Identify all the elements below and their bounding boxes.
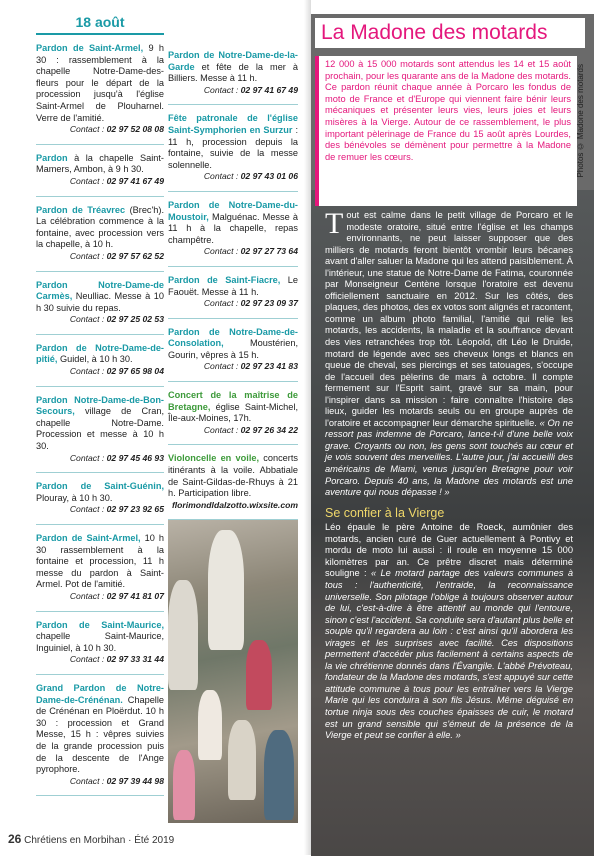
event-text: chapelle Saint-Maurice, Inguiniel, à 10 h 30. bbox=[36, 631, 164, 653]
event-contact bbox=[36, 591, 164, 603]
divider bbox=[36, 144, 164, 145]
event-title: Concert de la maîtrise de Bretagne, bbox=[168, 390, 298, 412]
section-subheading: Se confier à la Vierge bbox=[325, 505, 445, 520]
event-entry bbox=[36, 533, 164, 603]
event-title: Fête patronale de l'église Saint-Symphorien en Surzur bbox=[168, 113, 298, 135]
event-title: Pardon de Saint-Guénin, bbox=[36, 481, 164, 492]
contact-label: Contact : bbox=[203, 171, 239, 182]
contact-phone: 02 97 23 92 65 bbox=[106, 504, 164, 515]
contact-phone: 02 97 52 08 08 bbox=[106, 124, 164, 135]
divider bbox=[36, 271, 164, 272]
divider bbox=[36, 386, 164, 387]
publication-name: Chrétiens en Morbihan · Été 2019 bbox=[24, 835, 175, 846]
event-entry bbox=[36, 205, 164, 263]
page-number: 26 bbox=[8, 832, 22, 846]
event-title: Pardon Notre-Dame-de-Bon-Secours, bbox=[36, 394, 164, 417]
event-text: Plouray, à 10 h 30. bbox=[36, 492, 113, 503]
contact-phone: 02 97 41 67 49 bbox=[106, 175, 164, 186]
divider bbox=[36, 472, 164, 473]
event-text: concerts itinérants à la voile. Abbatiale de Saint-Gildas-de-Rhuys à 21 h. Participation libre. bbox=[168, 453, 298, 499]
event-contact bbox=[36, 504, 164, 516]
event-list bbox=[168, 50, 298, 520]
contact-label: Contact : bbox=[69, 314, 105, 325]
page-fold-shadow bbox=[304, 0, 311, 855]
event-text: à la chapelle Saint-Mamers, Ambon, à 9 h 30. bbox=[36, 152, 164, 175]
event-entry bbox=[168, 453, 298, 511]
contact-label: Contact : bbox=[69, 775, 105, 786]
event-title: Pardon de Notre-Dame-de-Consolation, bbox=[168, 326, 298, 349]
contact-label: Contact : bbox=[69, 124, 105, 135]
event-text: 10 h 30 rassemblement à la fontaine et procession, 11 h messe du pardon à Saint-Armel. Pot de l'amitié. bbox=[36, 533, 164, 590]
event-title: Pardon de Notre-Dame-de-pitié, bbox=[36, 342, 164, 365]
contact-label: Contact : bbox=[69, 175, 105, 186]
event-contact bbox=[36, 176, 164, 188]
event-entry bbox=[36, 43, 164, 136]
divider bbox=[36, 524, 164, 525]
divider bbox=[36, 334, 164, 335]
event-text: village de Cran, chapelle Notre-Dame. Procession et messe à 10 h 30. bbox=[36, 406, 164, 452]
contact-phone: 02 97 23 09 37 bbox=[240, 298, 298, 309]
divider bbox=[36, 611, 164, 612]
event-title: Violoncelle en voile, bbox=[168, 453, 260, 464]
contact-phone: 02 97 27 73 64 bbox=[240, 246, 298, 257]
contact-phone: 02 97 39 44 98 bbox=[106, 775, 164, 786]
event-entry bbox=[168, 327, 298, 373]
contact-phone: 02 97 43 01 06 bbox=[240, 171, 298, 182]
contact-label: Contact : bbox=[203, 361, 239, 372]
contact-label: Contact : bbox=[69, 250, 105, 261]
article-body bbox=[325, 207, 574, 742]
divider bbox=[36, 196, 164, 197]
event-entry bbox=[36, 481, 164, 516]
event-contact bbox=[168, 246, 298, 258]
article-panel bbox=[311, 14, 594, 855]
event-text: Chapelle de Crénénan en Ploërdut. 10 h 30 : procession et Grand Messe, 15 h : vêpres suivies de la grande procession puis de la descente de l'Ange pyrophore. bbox=[36, 694, 164, 775]
event-title: Pardon de Saint-Fiacre, bbox=[168, 274, 281, 285]
event-contact bbox=[36, 251, 164, 263]
event-entry bbox=[168, 200, 298, 258]
event-text: Guidel, à 10 h 30. bbox=[57, 354, 133, 365]
event-contact bbox=[36, 776, 164, 788]
contact-phone: 02 97 41 81 07 bbox=[106, 590, 164, 601]
drop-cap: T bbox=[325, 207, 344, 240]
divider bbox=[168, 381, 298, 382]
event-contact bbox=[168, 298, 298, 310]
event-entry bbox=[36, 395, 164, 465]
contact-label: Contact : bbox=[203, 298, 239, 309]
event-contact bbox=[36, 453, 164, 465]
contact-phone: 02 97 57 62 52 bbox=[106, 250, 164, 261]
event-list bbox=[36, 43, 164, 796]
event-entry bbox=[36, 280, 164, 326]
photo-credit: Photos © Madone des motards bbox=[576, 64, 585, 178]
event-text: Le Faouët. Messe à 11 h. bbox=[168, 274, 298, 297]
event-title: Pardon de Tréavrec bbox=[36, 204, 126, 215]
events-column-2 bbox=[168, 50, 298, 528]
paragraph-1-text: out est calme dans le petit village de Porcaro et le modeste oratoire, situé entre l'église et les champs environnants, ne peut laisser supposer que des milliers de motards feront bientôt vrombir leurs bécanes avant d'aller saluer la Madone qui les attend paisiblement. À l'intérieur, une statue de Notre-Dame de Fatima, couronnée par Monseigneur Centène lorsque l'oratoire est devenu officiellement sanctuaire en 2012. Sur les côtés, des plaques, des photos, des ex votos sont alignés et racontent, comme un album photo familial, l'amitié qui relie les motards, les accidents, la maladie et la souffrance devant des vies retranchées trop tôt. Léopold, dit Léo le Druide, motard de légende avec ses cheveux longs et blancs en queue de cheval, ses piercings et ses tatouages, s'occupe de l'accueil des pèlerins de mars à octobre. Il compte fermement sur l'Esprit saint, gravé sur sa main, pour l'inspirer dans sa mission : faire connaître l'histoire des lieux, guider les motards seuls ou en groupe auprès de l'oratoire et accompagner leur démarche spirituelle. bbox=[325, 210, 573, 428]
event-text: Malguénac. Messe à 11 h à la chapelle, repas champêtre. bbox=[168, 211, 298, 245]
event-entry bbox=[36, 683, 164, 787]
event-entry bbox=[168, 113, 298, 183]
paragraph-1 bbox=[325, 207, 573, 499]
event-entry bbox=[168, 390, 298, 436]
event-text: (Brec'h). La célébration commence à la fontaine, avec procession vers la chapelle, à 10 h. bbox=[36, 204, 164, 250]
pardon-procession-photo bbox=[168, 520, 298, 823]
event-contact bbox=[36, 124, 164, 136]
paragraph-2 bbox=[325, 522, 573, 741]
event-title: Pardon de Saint-Maurice, bbox=[36, 619, 164, 630]
contact-phone: 02 97 33 31 44 bbox=[106, 654, 164, 665]
contact-phone: 02 97 23 41 83 bbox=[240, 361, 298, 372]
event-website-link[interactable]: florimondldalzotto.wixsite.com bbox=[171, 499, 298, 510]
event-text: : 11 h, procession depuis la fontaine, suivie de la messe solennelle. bbox=[168, 124, 298, 170]
event-text: Moustérien, Gourin, vêpres à 15 h. bbox=[168, 338, 298, 360]
event-text: 9 h 30 : rassemblement à la chapelle Notre-Dame-des-fleurs pour le départ de la procession jusqu'à l'église Saint-Armel de Plouharnel. Verre de l'amitié. bbox=[36, 43, 165, 123]
divider bbox=[168, 318, 298, 319]
paragraph-1-quote: « On ne ressort pas indemne de Porcaro, lance-t-il d'une belle voix grave. Croyants ou non, les gens sont touchés au cœur et je vois souvent des merveilles. L'autre jour, j'ai accueilli des américains de Miami, venus jusqu'en Bretagne pour voir Porcaro. Depuis 40 ans, la Madone des motards est une aventure qui nous dépasse ! » bbox=[325, 417, 573, 498]
divider bbox=[168, 104, 298, 105]
contact-label: Contact : bbox=[69, 654, 105, 665]
contact-phone: 02 97 25 02 53 bbox=[106, 314, 164, 325]
event-title: Pardon de Notre-Dame-du-Moustoir, bbox=[168, 199, 298, 222]
contact-phone: 02 97 65 98 04 bbox=[106, 366, 164, 377]
divider bbox=[168, 191, 298, 192]
event-text: Neulliac. Messe à 10 h 30 suivie du repas. bbox=[36, 291, 164, 313]
paragraph-2-text: Léo épaule le père Antoine de Roeck, aumônier des motards, ancien curé de Guer actuellement à Pontivy et mordu de moto lui aussi : il roule en moyenne 15 000 kilomètres par an. Ce prêtre discret mais déterminé souligne : bbox=[325, 522, 573, 579]
contact-label: Contact : bbox=[203, 424, 239, 435]
event-contact bbox=[168, 361, 298, 373]
event-title: Grand Pardon de Notre-Dame-de-Crénénan. bbox=[36, 682, 164, 705]
event-text: et fête de la mer à Billiers. Messe à 11 h. bbox=[168, 61, 298, 84]
event-contact bbox=[36, 314, 164, 326]
contact-phone: 02 97 45 46 93 bbox=[106, 452, 164, 463]
event-text: église Saint-Michel, Île-aux-Moines, 17h. bbox=[168, 401, 298, 424]
event-title: Pardon de Notre-Dame-de-la-Garde bbox=[168, 50, 298, 72]
event-entry bbox=[168, 275, 298, 310]
event-contact bbox=[36, 366, 164, 378]
event-entry bbox=[36, 153, 164, 188]
event-entry bbox=[36, 620, 164, 666]
divider bbox=[36, 674, 164, 675]
event-contact bbox=[168, 425, 298, 437]
event-contact bbox=[168, 171, 298, 183]
event-title: Pardon de Saint-Armel, bbox=[36, 533, 141, 543]
paragraph-2-quote: « Le motard partage des valeurs communes à tous : l'authenticité, l'entraide, la reconnaissance universelle. Son pilotage l'oblige à toujours observer autour de lui, c'est-à-dire à être attentif au monde qui l'entoure, sinon c'est l'accident. Sa conduite sera d'autant plus belle et souple qu'il regardera au loin : c'est ainsi qu'il abordera les virages et les surprises avec facilité. Ces dispositions permettent d'accéder plus facilement à certains aspects de la vie chrétienne donnés dans l'Évangile. L'abbé Prévoteau, fondateur de la Madone des motards, s'est appuyé sur cette attitude commune à tous pour les entraîner vers la Vierge Marie qui les conduira à son fils Jésus. Même déguisé en tortue ninja sous des couches épaisses de cuir, le motard est un grand sensible qui s'émeut de la présence de la Vierge et peut se confier à elle. » bbox=[325, 568, 574, 741]
contact-label: Contact : bbox=[203, 84, 239, 95]
event-title: Pardon Notre-Dame-de Carmès, bbox=[36, 279, 164, 302]
contact-phone: 02 97 41 67 49 bbox=[240, 84, 298, 95]
event-entry bbox=[36, 343, 164, 378]
article-lead: 12 000 à 15 000 motards sont attendus les 14 et 15 août prochain, pour les quarante ans de la Madone des motards. Ce pardon réunit chaque année à Porcaro les fondus de moto de France et d'Europe qui viennent faire bénir leurs mécaniques et présenter leurs vies, leurs joies et leurs misères à la Vierge. Autour de ce rassemblement, le plus important pèlerinage de France du 15 août après Lourdes, des bénévoles se démènent pour permettre à la Madone de remuer les cœurs. bbox=[315, 56, 577, 206]
event-title: Pardon bbox=[36, 152, 68, 163]
contact-label: Contact : bbox=[69, 452, 105, 463]
contact-label: Contact : bbox=[69, 366, 105, 377]
event-entry bbox=[168, 50, 298, 96]
article-title: La Madone des motards bbox=[315, 18, 585, 48]
contact-label: Contact : bbox=[69, 504, 105, 515]
events-column-1 bbox=[36, 14, 164, 804]
divider bbox=[36, 795, 164, 796]
date-heading: 18 août bbox=[36, 14, 164, 35]
event-title: Pardon de Saint-Armel, bbox=[36, 43, 144, 53]
event-contact bbox=[36, 654, 164, 666]
divider bbox=[168, 266, 298, 267]
divider bbox=[168, 444, 298, 445]
contact-label: Contact : bbox=[69, 590, 105, 601]
page-footer bbox=[8, 832, 174, 846]
event-contact bbox=[168, 85, 298, 97]
contact-label: Contact : bbox=[203, 246, 239, 257]
contact-phone: 02 97 26 34 22 bbox=[240, 424, 298, 435]
